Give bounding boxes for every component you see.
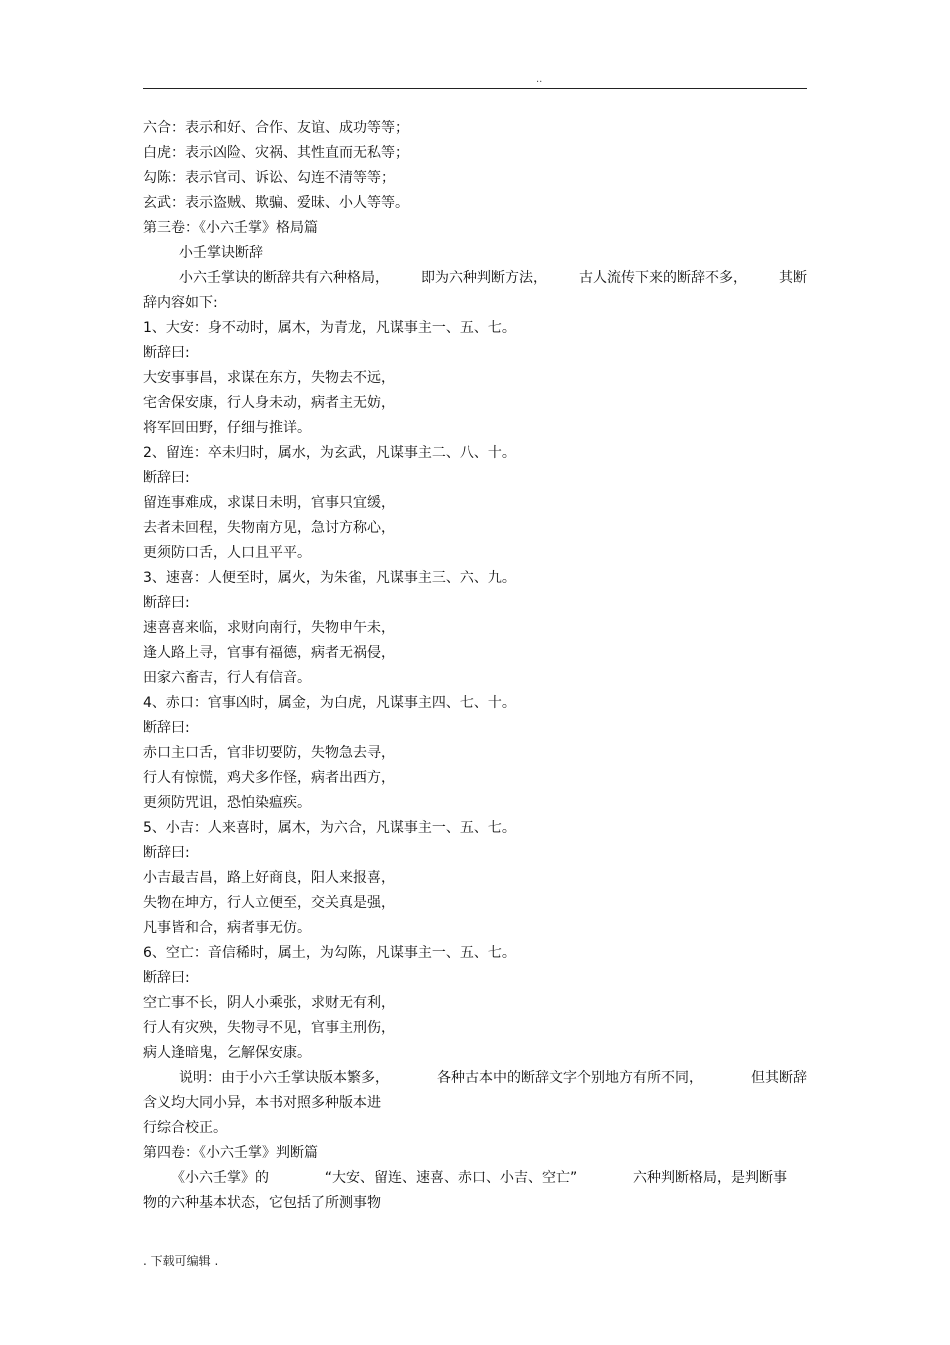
section-label: 断辞曰: — [143, 345, 190, 361]
section-daan — [143, 316, 807, 441]
footer-note: . 下载可编辑 . — [143, 1254, 219, 1268]
verse-line: 去者未回程，失物南方见，急讨方称心， — [143, 520, 395, 536]
document-body — [143, 116, 807, 1216]
chapter4-para — [143, 1166, 807, 1191]
para-part: 六种判断格局，是判断事 — [632, 1170, 787, 1186]
verse-line: 将军回田野，仔细与推详。 — [143, 420, 311, 436]
intro-line: 六合：表示和好、合作、友谊、成功等等； — [143, 120, 409, 136]
verse-line: 行人有灾殃，失物寻不见，官事主刑伤， — [143, 1020, 395, 1036]
section-label: 断辞曰: — [143, 970, 190, 986]
verse-line: 逢人路上寻，官事有福德，病者无祸侵， — [143, 645, 395, 661]
verse-line: 留连事难成，求谋日未明，官事只宜缓， — [143, 495, 395, 511]
intro-line: 玄武：表示盗贼、欺骗、爱昧、小人等等。 — [143, 195, 409, 211]
section-heading: 2、留连：卒未归时，属水，为玄武，凡谋事主二、八、十。 — [143, 445, 516, 461]
verse-line: 宅舍保安康，行人身未动，病者主无妨， — [143, 395, 395, 411]
verse-line: 速喜喜来临，求财向南行，失物申午未， — [143, 620, 395, 636]
intro-line: 白虎：表示凶险、灾祸、其性直而无私等； — [143, 145, 409, 161]
verse-line: 行人有惊慌，鸡犬多作怪，病者出西方， — [143, 770, 395, 786]
section-liulian — [143, 441, 807, 566]
para-part: “大安、留连、速喜、赤口、小吉、空亡” — [324, 1170, 578, 1186]
chapter4-cont: 物的六种基本状态，它包括了所测事物 — [143, 1195, 381, 1211]
verse-line: 更须防咒诅，恐怕染瘟疾。 — [143, 795, 311, 811]
section-kongwang — [143, 941, 807, 1066]
verse-line: 凡事皆和合，病者事无仿。 — [143, 920, 311, 936]
section-heading: 1、大安：身不动时，属木，为青龙，凡谋事主一、五、七。 — [143, 320, 516, 336]
para-part: 《小六壬掌》的 — [171, 1170, 269, 1186]
intro-part: 其断 — [779, 270, 807, 286]
section-xiaoji — [143, 816, 807, 941]
section-label: 断辞曰: — [143, 845, 190, 861]
section-heading: 3、速喜：人便至时，属火，为朱雀，凡谋事主三、六、九。 — [143, 570, 516, 586]
section-heading: 4、赤口：官事凶时，属金，为白虎，凡谋事主四、七、十。 — [143, 695, 516, 711]
chapter3-subtitle: 小壬掌诀断辞 — [179, 245, 263, 261]
verse-line: 更须防口舌，人口且平平。 — [143, 545, 311, 561]
verse-line: 空亡事不长，阴人小乘张，求财无有利， — [143, 995, 395, 1011]
intro-part: 古人流传下来的断辞不多， — [579, 270, 747, 286]
header-rule — [143, 88, 807, 89]
note-part: 但其断辞 — [751, 1070, 807, 1086]
verse-line: 失物在坤方，行人立便至，交关真是强， — [143, 895, 395, 911]
intro-part: 小六壬掌诀的断辞共有六种格局， — [179, 270, 389, 286]
section-label: 断辞曰: — [143, 720, 190, 736]
note-cont: 行综合校正。 — [143, 1120, 227, 1136]
header-mark: .. — [536, 74, 543, 85]
section-label: 断辞曰: — [143, 595, 190, 611]
verse-line: 小吉最吉昌，路上好商良，阳人来报喜， — [143, 870, 395, 886]
chapter3-intro-cont: 辞内容如下: — [143, 295, 218, 311]
note-cont: 含义均大同小异，本书对照多种版本进 — [143, 1095, 381, 1111]
section-chikou — [143, 691, 807, 816]
intro-line: 勾陈：表示官司、诉讼、勾连不清等等； — [143, 170, 395, 186]
section-suxi — [143, 566, 807, 691]
section-heading: 6、空亡：音信稀时，属土，为勾陈，凡谋事主一、五、七。 — [143, 945, 516, 961]
note-part: 各种古本中的断辞文字个别地方有所不同， — [437, 1070, 703, 1086]
verse-line: 病人逢暗鬼，乞解保安康。 — [143, 1045, 311, 1061]
verse-line: 大安事事昌，求谋在东方，失物去不远， — [143, 370, 395, 386]
note-line — [143, 1066, 807, 1091]
intro-part: 即为六种判断方法， — [421, 270, 547, 286]
verse-line: 赤口主口舌，官非切要防，失物急去寻， — [143, 745, 395, 761]
section-label: 断辞曰: — [143, 470, 190, 486]
chapter4-title: 第四卷：《小六壬掌》判断篇 — [143, 1145, 318, 1161]
verse-line: 田家六畜吉，行人有信音。 — [143, 670, 311, 686]
chapter3-intro — [143, 266, 807, 291]
chapter3-title: 第三卷：《小六壬掌》格局篇 — [143, 220, 318, 236]
section-heading: 5、小吉：人来喜时，属木，为六合，凡谋事主一、五、七。 — [143, 820, 516, 836]
note-part: 说明：由于小六壬掌诀版本繁多， — [179, 1070, 389, 1086]
